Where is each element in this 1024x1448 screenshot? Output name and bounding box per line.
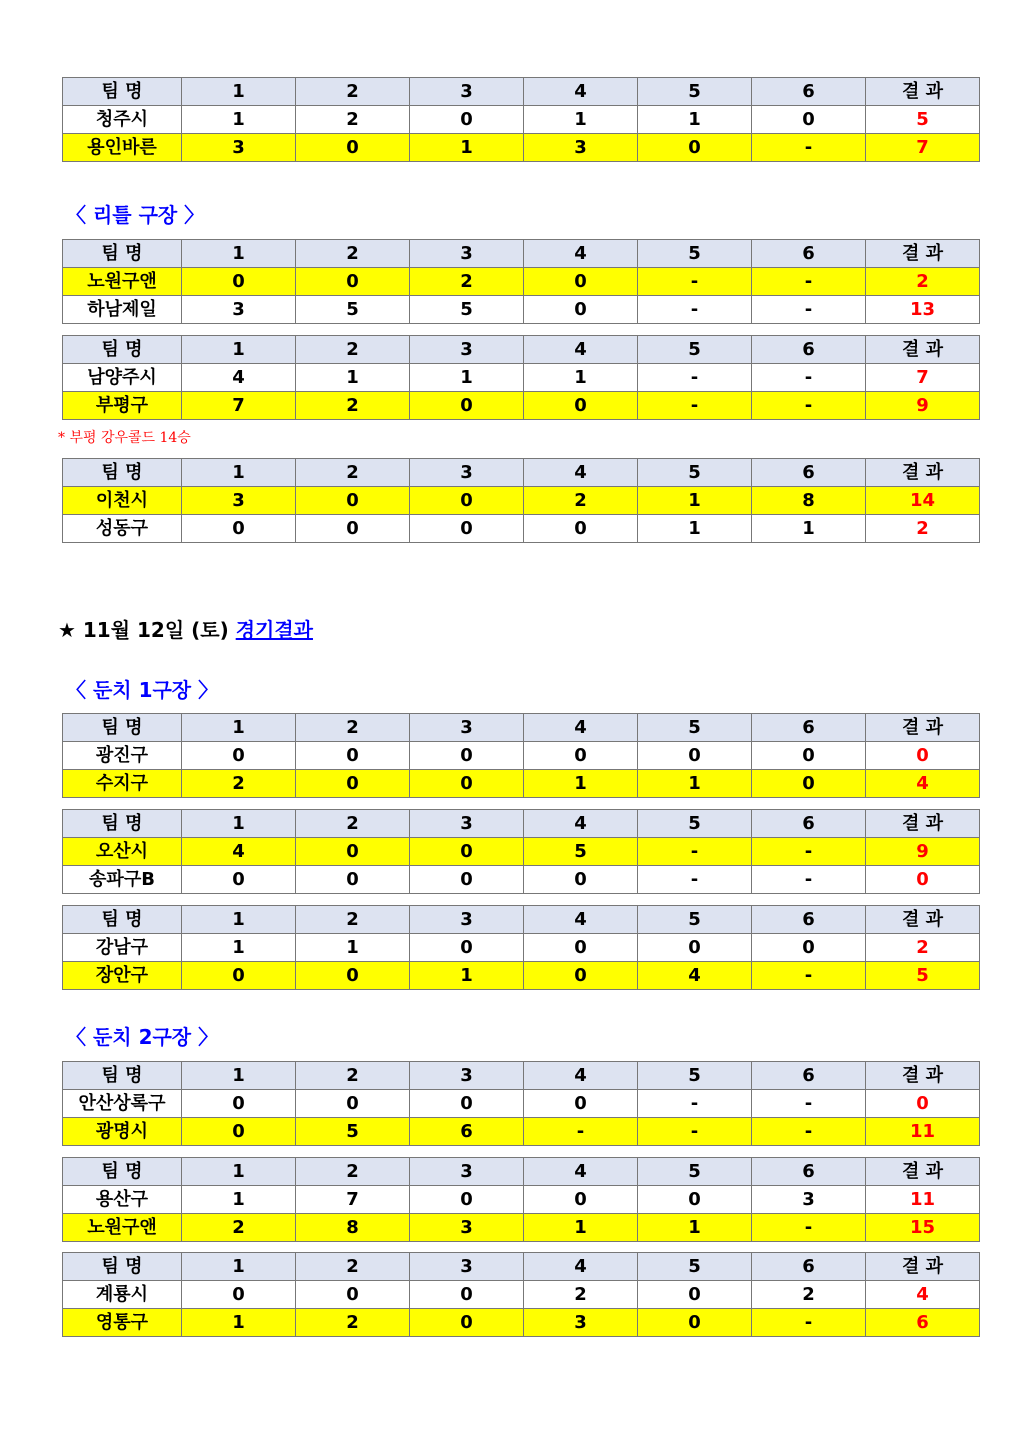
inning-score: -: [752, 392, 866, 420]
inning-score: 8: [752, 487, 866, 515]
header-inning: 5: [638, 240, 752, 268]
header-inning: 4: [524, 1062, 638, 1090]
inning-score: 0: [182, 866, 296, 894]
team-name: 용산구: [63, 1186, 182, 1214]
game-note: * 부평 강우콜드 14승: [58, 430, 191, 446]
inning-score: -: [638, 268, 752, 296]
inning-score: 1: [182, 934, 296, 962]
inning-score: 0: [524, 392, 638, 420]
header-inning: 4: [524, 1253, 638, 1281]
total-score: 11: [866, 1118, 980, 1146]
inning-score: 2: [182, 770, 296, 798]
header-inning: 3: [410, 78, 524, 106]
header-inning: 1: [182, 810, 296, 838]
inning-score: -: [752, 1090, 866, 1118]
header-result: 결 과: [866, 1062, 980, 1090]
team-name: 광명시: [63, 1118, 182, 1146]
inning-score: 1: [524, 770, 638, 798]
header-row: [63, 78, 980, 106]
inning-score: -: [638, 296, 752, 324]
score-table: [62, 1157, 980, 1242]
team-name: 광진구: [63, 742, 182, 770]
header-inning: 3: [410, 714, 524, 742]
total-score: 2: [866, 515, 980, 543]
total-score: 7: [866, 364, 980, 392]
team-row: [63, 1281, 980, 1309]
team-name: 영통구: [63, 1309, 182, 1337]
inning-score: -: [638, 1118, 752, 1146]
day-header-date: ★ 11월 12일 (토): [58, 618, 236, 642]
inning-score: 1: [296, 364, 410, 392]
inning-score: 1: [410, 962, 524, 990]
header-team: 팀 명: [63, 1158, 182, 1186]
inning-score: 1: [410, 364, 524, 392]
team-row: [63, 1309, 980, 1337]
total-score: 9: [866, 838, 980, 866]
header-row: [63, 810, 980, 838]
header-inning: 4: [524, 1158, 638, 1186]
inning-score: 0: [524, 1090, 638, 1118]
score-table: [62, 77, 980, 162]
team-name: 성동구: [63, 515, 182, 543]
header-result: 결 과: [866, 1253, 980, 1281]
score-table: [62, 1252, 980, 1337]
header-team: 팀 명: [63, 336, 182, 364]
team-name: 부평구: [63, 392, 182, 420]
header-result: 결 과: [866, 1158, 980, 1186]
inning-score: 0: [410, 770, 524, 798]
header-result: 결 과: [866, 714, 980, 742]
inning-score: 4: [638, 962, 752, 990]
total-score: 11: [866, 1186, 980, 1214]
team-name: 노원구앤: [63, 268, 182, 296]
inning-score: 0: [296, 962, 410, 990]
total-score: 2: [866, 934, 980, 962]
team-row: [63, 364, 980, 392]
total-score: 2: [866, 268, 980, 296]
inning-score: 0: [296, 134, 410, 162]
total-score: 9: [866, 392, 980, 420]
team-name: 장안구: [63, 962, 182, 990]
total-score: 4: [866, 770, 980, 798]
team-row: [63, 866, 980, 894]
inning-score: 0: [296, 742, 410, 770]
header-inning: 2: [296, 1158, 410, 1186]
score-table: [62, 809, 980, 894]
score-table: [62, 1061, 980, 1146]
inning-score: -: [752, 1309, 866, 1337]
header-inning: 1: [182, 1062, 296, 1090]
score-table: [62, 713, 980, 798]
header-inning: 1: [182, 459, 296, 487]
inning-score: 0: [296, 268, 410, 296]
inning-score: 0: [638, 1186, 752, 1214]
team-row: [63, 962, 980, 990]
inning-score: 1: [638, 1214, 752, 1242]
team-row: [63, 296, 980, 324]
inning-score: 0: [296, 1281, 410, 1309]
inning-score: 1: [182, 1309, 296, 1337]
team-row: [63, 515, 980, 543]
header-inning: 3: [410, 459, 524, 487]
inning-score: 2: [524, 1281, 638, 1309]
inning-score: 0: [410, 106, 524, 134]
header-inning: 2: [296, 714, 410, 742]
header-result: 결 과: [866, 240, 980, 268]
inning-score: 1: [638, 106, 752, 134]
inning-score: 0: [752, 742, 866, 770]
header-row: [63, 336, 980, 364]
team-name: 수지구: [63, 770, 182, 798]
header-result: 결 과: [866, 336, 980, 364]
header-inning: 4: [524, 459, 638, 487]
inning-score: -: [752, 962, 866, 990]
team-name: 하남제일: [63, 296, 182, 324]
total-score: 15: [866, 1214, 980, 1242]
inning-score: 1: [638, 515, 752, 543]
inning-score: 0: [752, 934, 866, 962]
inning-score: 2: [524, 487, 638, 515]
header-inning: 4: [524, 714, 638, 742]
header-inning: 4: [524, 336, 638, 364]
header-inning: 4: [524, 78, 638, 106]
inning-score: 1: [182, 1186, 296, 1214]
inning-score: 0: [182, 1118, 296, 1146]
header-inning: 3: [410, 240, 524, 268]
header-inning: 2: [296, 906, 410, 934]
inning-score: 1: [524, 364, 638, 392]
header-inning: 1: [182, 1158, 296, 1186]
inning-score: -: [752, 1118, 866, 1146]
team-name: 용인바른: [63, 134, 182, 162]
header-inning: 5: [638, 714, 752, 742]
inning-score: 3: [752, 1186, 866, 1214]
inning-score: 1: [182, 106, 296, 134]
header-inning: 2: [296, 459, 410, 487]
inning-score: 0: [410, 866, 524, 894]
header-inning: 3: [410, 1158, 524, 1186]
header-inning: 2: [296, 78, 410, 106]
inning-score: 2: [752, 1281, 866, 1309]
header-inning: 1: [182, 78, 296, 106]
header-inning: 1: [182, 240, 296, 268]
team-row: [63, 1186, 980, 1214]
inning-score: 0: [524, 296, 638, 324]
header-team: 팀 명: [63, 78, 182, 106]
team-row: [63, 770, 980, 798]
inning-score: 2: [296, 392, 410, 420]
inning-score: 5: [296, 1118, 410, 1146]
inning-score: 7: [296, 1186, 410, 1214]
team-name: 남양주시: [63, 364, 182, 392]
header-row: [63, 906, 980, 934]
header-inning: 1: [182, 714, 296, 742]
header-inning: 6: [752, 714, 866, 742]
inning-score: 0: [524, 515, 638, 543]
results-link[interactable]: 경기결과: [235, 618, 313, 642]
inning-score: 1: [638, 770, 752, 798]
inning-score: 0: [638, 1309, 752, 1337]
inning-score: 0: [182, 515, 296, 543]
team-name: 안산상록구: [63, 1090, 182, 1118]
inning-score: 0: [638, 1281, 752, 1309]
day-header: [58, 614, 313, 643]
inning-score: 2: [296, 1309, 410, 1337]
inning-score: 4: [182, 364, 296, 392]
inning-score: 0: [410, 392, 524, 420]
inning-score: -: [752, 134, 866, 162]
header-team: 팀 명: [63, 1253, 182, 1281]
inning-score: 1: [296, 934, 410, 962]
team-row: [63, 392, 980, 420]
inning-score: 0: [752, 770, 866, 798]
inning-score: 1: [638, 487, 752, 515]
header-inning: 6: [752, 240, 866, 268]
team-name: 청주시: [63, 106, 182, 134]
header-row: [63, 1158, 980, 1186]
venue-title: 〈 둔치 2구장 〉: [66, 1025, 219, 1049]
inning-score: -: [638, 392, 752, 420]
inning-score: -: [752, 1214, 866, 1242]
header-team: 팀 명: [63, 810, 182, 838]
inning-score: -: [638, 866, 752, 894]
header-row: [63, 1062, 980, 1090]
header-result: 결 과: [866, 459, 980, 487]
inning-score: 1: [524, 1214, 638, 1242]
inning-score: 0: [752, 106, 866, 134]
header-inning: 3: [410, 1253, 524, 1281]
inning-score: 8: [296, 1214, 410, 1242]
header-inning: 6: [752, 78, 866, 106]
total-score: 0: [866, 742, 980, 770]
header-row: [63, 714, 980, 742]
total-score: 14: [866, 487, 980, 515]
team-row: [63, 1090, 980, 1118]
inning-score: 3: [182, 487, 296, 515]
header-inning: 2: [296, 240, 410, 268]
inning-score: 0: [410, 1309, 524, 1337]
header-inning: 5: [638, 906, 752, 934]
inning-score: 4: [182, 838, 296, 866]
header-inning: 1: [182, 1253, 296, 1281]
header-inning: 4: [524, 810, 638, 838]
team-row: [63, 268, 980, 296]
inning-score: 0: [524, 866, 638, 894]
header-inning: 1: [182, 336, 296, 364]
inning-score: 0: [524, 742, 638, 770]
inning-score: 1: [410, 134, 524, 162]
score-table: [62, 335, 980, 420]
team-name: 송파구B: [63, 866, 182, 894]
header-inning: 6: [752, 1158, 866, 1186]
header-row: [63, 459, 980, 487]
team-name: 이천시: [63, 487, 182, 515]
inning-score: 3: [410, 1214, 524, 1242]
header-inning: 3: [410, 1062, 524, 1090]
header-team: 팀 명: [63, 240, 182, 268]
inning-score: 5: [410, 296, 524, 324]
score-table: [62, 458, 980, 543]
inning-score: 0: [638, 134, 752, 162]
inning-score: 5: [296, 296, 410, 324]
header-team: 팀 명: [63, 714, 182, 742]
header-inning: 3: [410, 906, 524, 934]
inning-score: 0: [410, 934, 524, 962]
inning-score: 0: [410, 838, 524, 866]
inning-score: 0: [182, 742, 296, 770]
inning-score: 5: [524, 838, 638, 866]
inning-score: 0: [182, 268, 296, 296]
inning-score: 0: [410, 1090, 524, 1118]
team-row: [63, 134, 980, 162]
header-inning: 5: [638, 336, 752, 364]
inning-score: 0: [638, 934, 752, 962]
header-inning: 4: [524, 240, 638, 268]
inning-score: 3: [182, 296, 296, 324]
header-inning: 2: [296, 1062, 410, 1090]
header-team: 팀 명: [63, 459, 182, 487]
header-result: 결 과: [866, 78, 980, 106]
total-score: 7: [866, 134, 980, 162]
inning-score: 7: [182, 392, 296, 420]
inning-score: 0: [296, 1090, 410, 1118]
inning-score: 0: [410, 487, 524, 515]
team-row: [63, 487, 980, 515]
inning-score: 2: [296, 106, 410, 134]
inning-score: -: [638, 1090, 752, 1118]
header-inning: 6: [752, 906, 866, 934]
inning-score: -: [752, 296, 866, 324]
header-result: 결 과: [866, 810, 980, 838]
team-row: [63, 106, 980, 134]
inning-score: 0: [296, 515, 410, 543]
inning-score: 0: [296, 487, 410, 515]
header-inning: 3: [410, 810, 524, 838]
team-row: [63, 742, 980, 770]
header-inning: 5: [638, 459, 752, 487]
inning-score: 0: [524, 1186, 638, 1214]
team-name: 강남구: [63, 934, 182, 962]
inning-score: 0: [638, 742, 752, 770]
score-table: [62, 905, 980, 990]
inning-score: -: [752, 268, 866, 296]
score-table: [62, 239, 980, 324]
inning-score: 0: [296, 770, 410, 798]
inning-score: 0: [410, 1281, 524, 1309]
header-inning: 2: [296, 810, 410, 838]
inning-score: 2: [182, 1214, 296, 1242]
inning-score: 0: [296, 838, 410, 866]
inning-score: 0: [524, 268, 638, 296]
header-result: 결 과: [866, 906, 980, 934]
team-row: [63, 1214, 980, 1242]
header-inning: 6: [752, 1253, 866, 1281]
inning-score: 0: [296, 866, 410, 894]
header-inning: 6: [752, 336, 866, 364]
inning-score: 0: [524, 962, 638, 990]
header-row: [63, 240, 980, 268]
inning-score: 0: [182, 1281, 296, 1309]
team-row: [63, 838, 980, 866]
inning-score: -: [752, 866, 866, 894]
header-inning: 6: [752, 459, 866, 487]
total-score: 6: [866, 1309, 980, 1337]
inning-score: -: [638, 838, 752, 866]
header-inning: 2: [296, 336, 410, 364]
inning-score: 3: [524, 1309, 638, 1337]
inning-score: -: [638, 364, 752, 392]
inning-score: 6: [410, 1118, 524, 1146]
inning-score: 0: [410, 742, 524, 770]
header-inning: 5: [638, 78, 752, 106]
header-team: 팀 명: [63, 906, 182, 934]
inning-score: 1: [752, 515, 866, 543]
inning-score: 0: [182, 1090, 296, 1118]
inning-score: 1: [524, 106, 638, 134]
inning-score: 0: [410, 1186, 524, 1214]
team-name: 오산시: [63, 838, 182, 866]
header-row: [63, 1253, 980, 1281]
header-team: 팀 명: [63, 1062, 182, 1090]
team-row: [63, 1118, 980, 1146]
total-score: 13: [866, 296, 980, 324]
header-inning: 5: [638, 1062, 752, 1090]
inning-score: 2: [410, 268, 524, 296]
venue-title: 〈 둔치 1구장 〉: [66, 678, 219, 702]
inning-score: 0: [410, 515, 524, 543]
header-inning: 6: [752, 1062, 866, 1090]
header-inning: 4: [524, 906, 638, 934]
inning-score: 0: [524, 934, 638, 962]
header-inning: 1: [182, 906, 296, 934]
inning-score: -: [752, 364, 866, 392]
inning-score: 3: [524, 134, 638, 162]
venue-title: 〈 리틀 구장 〉: [66, 203, 205, 227]
total-score: 0: [866, 866, 980, 894]
inning-score: -: [524, 1118, 638, 1146]
header-inning: 5: [638, 810, 752, 838]
header-inning: 2: [296, 1253, 410, 1281]
header-inning: 5: [638, 1253, 752, 1281]
header-inning: 6: [752, 810, 866, 838]
total-score: 5: [866, 106, 980, 134]
inning-score: 3: [182, 134, 296, 162]
team-name: 노원구앤: [63, 1214, 182, 1242]
total-score: 0: [866, 1090, 980, 1118]
total-score: 5: [866, 962, 980, 990]
total-score: 4: [866, 1281, 980, 1309]
header-inning: 5: [638, 1158, 752, 1186]
header-inning: 3: [410, 336, 524, 364]
inning-score: 0: [182, 962, 296, 990]
inning-score: -: [752, 838, 866, 866]
team-name: 계룡시: [63, 1281, 182, 1309]
team-row: [63, 934, 980, 962]
